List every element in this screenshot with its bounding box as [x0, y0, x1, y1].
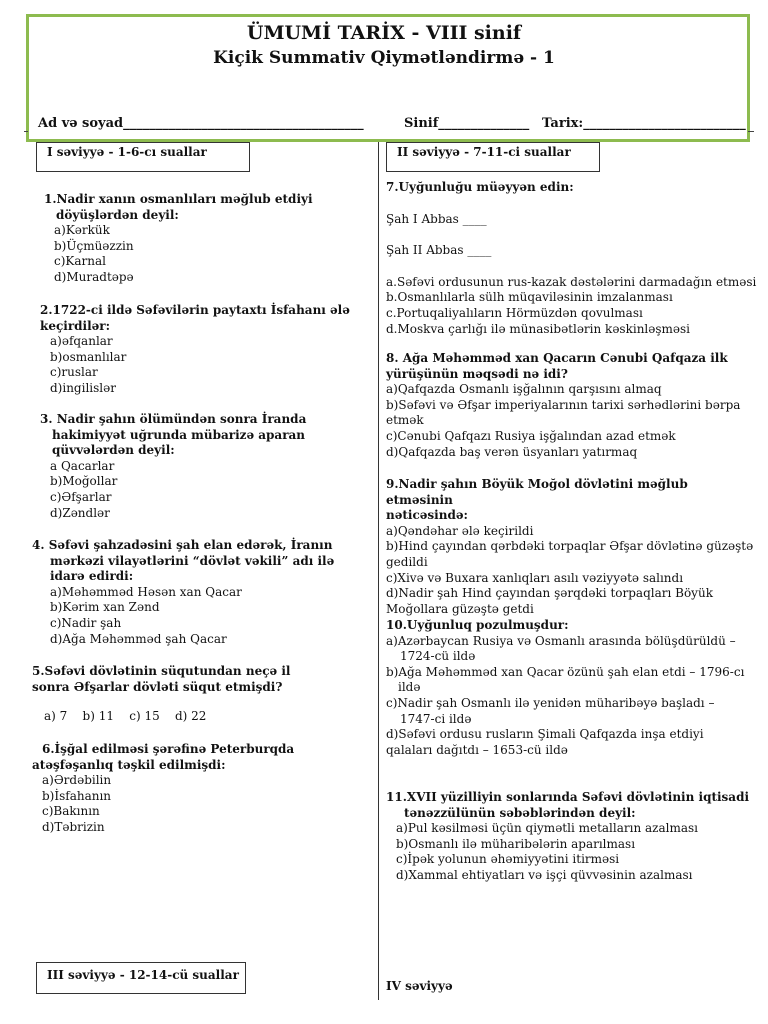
option[interactable]: c)Nadir şah	[50, 615, 122, 630]
option[interactable]: c)Əfşarlar	[50, 489, 112, 504]
question-10	[386, 618, 752, 758]
option[interactable]: c)ruslar	[50, 365, 98, 380]
question-2	[40, 303, 374, 397]
question-title-cont: keçirdilər:	[40, 318, 111, 333]
option[interactable]: c)Nadir şah Osmanlı ilə yenidən müharibəyə başladı – 1747-ci ildə	[386, 695, 715, 726]
option[interactable]: b)Kərim xan Zənd	[50, 600, 160, 615]
option[interactable]: d)Xammal ehtiyatları və işçi qüvvəsinin azalması	[396, 867, 693, 882]
option[interactable]: c.Portuqaliyalıların Hörmüzdən qovulması	[386, 305, 643, 320]
date-field[interactable]: Tarix:_________________________	[542, 116, 746, 131]
question-7	[386, 180, 758, 337]
options-inline[interactable]: a) 7 b) 11 c) 15 d) 22	[44, 709, 207, 724]
question-6	[32, 742, 374, 836]
option[interactable]: b)Hind çayından qərbdəki torpaqlar Əfşar dövlətinə güzəştə gedildi	[386, 539, 754, 569]
question-4	[32, 538, 374, 647]
question-3	[40, 412, 374, 521]
question-title: 3. Nadir şahın ölümündən sonra İranda	[40, 412, 307, 426]
question-title: 5.Səfəvi dövlətinin süqutundan neçə il	[32, 664, 291, 678]
question-title-cont: hakimiyyət uğrunda mübarizə aparan	[52, 427, 306, 442]
option[interactable]: a)Ərdəbilin	[42, 773, 112, 788]
question-title: 8. Ağa Məhəmməd xan Qacarın Cənubi Qafqaza ilk	[386, 351, 728, 365]
level-1-box: I səviyyə - 1-6-cı suallar	[36, 142, 250, 172]
option[interactable]: b)Osmanlı ilə müharibələrin aparılması	[396, 836, 636, 851]
option[interactable]: a)Kərkük	[54, 223, 110, 238]
level-4-label: IV səviyyə	[386, 979, 453, 993]
option[interactable]: b)Ağa Məhəmməd xan Qacar özünü şah elan etdi – 1796-cı ildə	[386, 664, 745, 695]
column-divider	[378, 142, 379, 1000]
option[interactable]: b)osmanlılar	[50, 349, 127, 364]
option[interactable]: a Qacarlar	[50, 458, 115, 473]
match-item-shah-1[interactable]: Şah I Abbas ____	[386, 211, 487, 226]
divider-right	[748, 131, 754, 132]
option[interactable]: a)Məhəmməd Həsən xan Qacar	[50, 584, 242, 599]
level-3-box: III səviyyə - 12-14-cü suallar	[36, 962, 246, 994]
option[interactable]: a.Səfəvi ordusunun rus-kazak dəstələrini darmadağın etməsi	[386, 274, 757, 289]
question-title: 1.Nadir xanın osmanlıları məğlub etdiyi	[44, 192, 313, 206]
question-title-cont: mərkəzi vilayətlərini “dövlət vəkili” adı ilə	[50, 553, 335, 568]
option[interactable]: a)Qəndəhar ələ keçirildi	[386, 523, 534, 538]
option[interactable]: c)Bakının	[42, 804, 100, 819]
class-field[interactable]: Sinif______________	[404, 116, 530, 131]
option[interactable]: b)İsfahanın	[42, 788, 112, 803]
option[interactable]: a)Qafqazda Osmanlı işğalının qarşısını almaq	[386, 382, 662, 397]
option[interactable]: b)Üçmüəzzin	[54, 238, 134, 253]
question-title-cont: idarə edirdi:	[50, 569, 134, 584]
option[interactable]: d)Muradtəpə	[54, 269, 134, 284]
question-title: 4. Səfəvi şahzadəsini şah elan edərək, İranın	[32, 538, 333, 552]
option[interactable]: a)Azərbaycan Rusiya və Osmanlı arasında bölüşdürüldü – 1724-cü ildə	[386, 633, 736, 664]
option[interactable]: a)əfqanlar	[50, 334, 113, 349]
option[interactable]: d)Qafqazda baş verən üsyanları yatırmaq	[386, 444, 638, 459]
match-item-shah-2[interactable]: Şah II Abbas ____	[386, 243, 492, 258]
option[interactable]: d.Moskva çarlığı ilə münasibətlərin kəskinləşməsi	[386, 321, 690, 336]
question-title: 10.Uyğunluq pozulmuşdur:	[386, 618, 569, 632]
option[interactable]: b)Səfəvi və Əfşar imperiyalarının tarixi sərhədlərini bərpa etmək	[386, 397, 741, 428]
question-title-cont: döyüşlərdən deyil:	[56, 207, 179, 222]
option[interactable]: c)Xivə və Buxara xanlıqları asılı vəziyyətə salındı	[386, 570, 684, 585]
option[interactable]: b.Osmanlılarla sülh müqaviləsinin imzalanması	[386, 290, 673, 305]
option[interactable]: d)Səfəvi ordusu rusların Şimali Qafqazda inşa etdiyi qalaları dağıtdı – 1653-cü ildə	[386, 727, 704, 757]
question-title-cont: sonra Əfşarlar dövləti süqut etmişdi?	[32, 679, 283, 694]
option[interactable]: b)Moğollar	[50, 474, 118, 489]
option[interactable]: d)Zəndlər	[50, 505, 110, 520]
page-title: ÜMUMİ TARİX - VIII sinif	[246, 22, 522, 44]
option[interactable]: d)Təbrizin	[42, 819, 105, 834]
question-9	[386, 477, 758, 617]
question-8	[386, 351, 758, 460]
question-title: 2.1722-ci ildə Səfəvilərin paytaxtı İsfahanı ələ	[40, 303, 350, 317]
question-title: 11.XVII yüzilliyin sonlarında Səfəvi dövlətinin iqtisadi	[386, 790, 750, 804]
question-title-cont: nəticəsində:	[386, 508, 468, 523]
name-field[interactable]: Ad və soyad_____________________________________	[38, 116, 364, 131]
question-title: 7.Uyğunluğu müəyyən edin:	[386, 180, 574, 194]
question-11	[386, 790, 758, 884]
option[interactable]: c)Cənubi Qafqazı Rusiya işğalından azad etmək	[386, 428, 676, 443]
page-subtitle: Kiçik Summativ Qiymətləndirmə - 1	[213, 48, 555, 68]
option[interactable]: d)Ağa Məhəmməd şah Qacar	[50, 631, 227, 646]
question-title-cont: yürüşünün məqsədi nə idi?	[386, 366, 568, 381]
option[interactable]: c)Karnal	[54, 254, 106, 269]
question-title: 9.Nadir şahın Böyük Moğol dövlətini məğlub etməsinin	[386, 477, 688, 507]
question-title-cont: tənəzzülünün səbəblərindən deyil:	[404, 805, 636, 820]
question-5	[32, 664, 374, 725]
question-1	[44, 192, 374, 286]
question-title: 6.İşğal edilməsi şərəfinə Peterburqda	[42, 742, 295, 756]
option[interactable]: c)İpək yolunun əhəmiyyətini itirməsi	[396, 852, 620, 867]
option[interactable]: a)Pul kəsilməsi üçün qiymətli metalların azalması	[396, 821, 699, 836]
option[interactable]: d)Nadir şah Hind çayından şərqdəki torpaqları Böyük Moğollara güzəştə getdi	[386, 586, 713, 616]
divider-left	[24, 131, 28, 132]
level-2-box: II səviyyə - 7-11-ci suallar	[386, 142, 600, 172]
option[interactable]: d)ingilislər	[50, 380, 116, 395]
question-title-cont: qüvvələrdən deyil:	[52, 443, 175, 458]
question-title-cont: atəşfəşanlıq təşkil edilmişdi:	[32, 757, 226, 772]
